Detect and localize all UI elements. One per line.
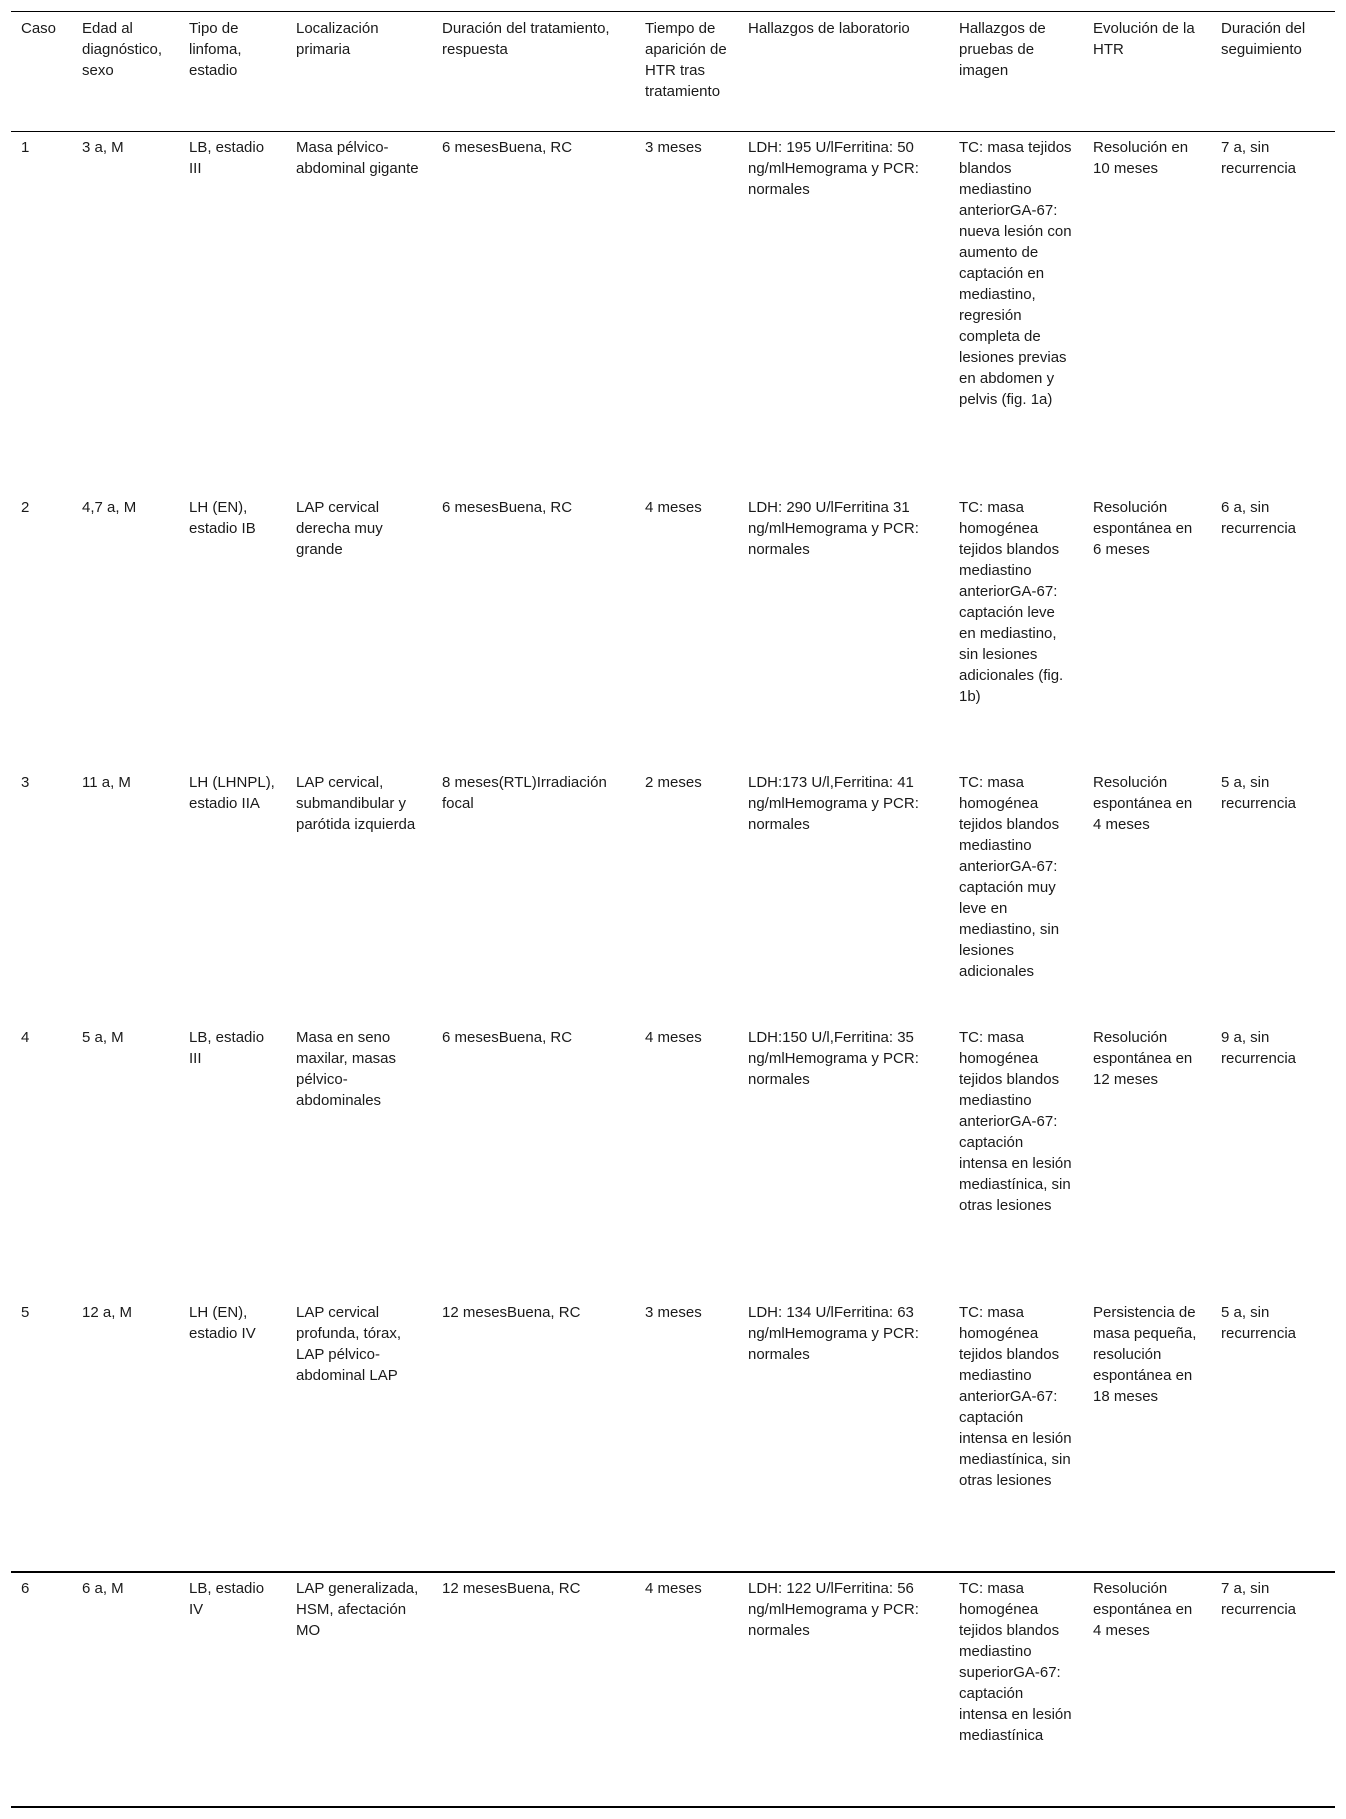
cell-edad: 6 a, M [72, 1572, 179, 1807]
header-tratamiento: Duración del tratamiento, respuesta [442, 20, 610, 58]
cell-evolucion: Resolución espontánea en 4 meses [1093, 773, 1193, 833]
cell-seguimiento: 7 a, sin recurrencia [1211, 1572, 1335, 1807]
cell-tipo: LH (EN), estadio IV [189, 1303, 256, 1342]
cell-edad: 12 a, M [82, 1303, 133, 1321]
cell-edad: 5 a, M [82, 1028, 124, 1046]
table-row [11, 492, 1335, 767]
cell-caso: 4 [21, 1028, 30, 1046]
header-imagen: Hallazgos de pruebas de imagen [959, 20, 1046, 79]
cell-tiempo: 4 meses [635, 1572, 738, 1807]
header-row [11, 12, 1335, 132]
cell-laboratorio: LDH:173 U/l,Ferritina: 41 ng/mlHemograma y PCR: normales [748, 773, 919, 833]
cell-tratamiento: 6 mesesBuena, RC [442, 139, 573, 156]
cell-localizacion: Masa en seno maxilar, masas pélvico-abdominales [296, 1028, 397, 1109]
cell-tiempo: 3 meses [645, 139, 702, 156]
cell-evolucion: Resolución en 10 meses [1093, 139, 1189, 177]
cell-caso: 1 [21, 139, 30, 156]
header-tipo: Tipo de linfoma, estadio [189, 20, 242, 79]
cell-tratamiento: 6 mesesBuena, RC [442, 498, 573, 516]
cell-laboratorio: LDH: 290 U/lFerritina 31 ng/mlHemograma y PCR: normales [748, 498, 919, 558]
cell-caso: 5 [21, 1303, 30, 1321]
table-row [11, 1297, 1335, 1572]
cell-laboratorio: LDH: 122 U/lFerritina: 56 ng/mlHemograma y PCR: normales [738, 1572, 949, 1807]
cell-tipo: LB, estadio IV [179, 1572, 286, 1807]
cell-tratamiento: 6 mesesBuena, RC [442, 1028, 573, 1046]
table-row [11, 767, 1335, 1022]
cell-seguimiento: 5 a, sin recurrencia [1221, 1303, 1297, 1342]
cell-imagen: TC: masa homogénea tejidos blandos mediastino anteriorGA-67: captación intensa en lesión mediastínica, sin otras lesiones [959, 1303, 1072, 1489]
table-row [11, 1572, 1335, 1807]
cell-imagen: TC: masa homogénea tejidos blandos mediastino anteriorGA-67: captación leve en mediastino, sin lesiones adicionales (fig. 1b) [959, 498, 1064, 705]
cell-seguimiento: 7 a, sin recurrencia [1221, 139, 1297, 177]
cell-tiempo: 2 meses [645, 773, 702, 791]
header-edad: Edad al diagnóstico, sexo [82, 20, 163, 79]
cell-evolucion: Resolución espontánea en 4 meses [1083, 1572, 1211, 1807]
cell-localizacion: LAP cervical profunda, tórax, LAP pélvico-abdominal LAP [296, 1303, 402, 1384]
cell-caso: 2 [21, 498, 30, 516]
cell-caso: 6 [11, 1572, 72, 1807]
clinical-cases-table [11, 11, 1335, 1808]
cell-tipo: LB, estadio III [189, 1028, 265, 1067]
header-seguimiento: Duración del seguimiento [1221, 20, 1306, 58]
cell-tipo: LH (EN), estadio IB [189, 498, 256, 537]
cell-tiempo: 4 meses [645, 1028, 702, 1046]
cell-tratamiento: 8 meses(RTL)Irradiación focal [442, 773, 607, 812]
cell-imagen: TC: masa tejidos blandos mediastino anteriorGA-67: nueva lesión con aumento de captación en mediastino, regresión completa de lesiones previas en abdomen y pelvis (fig. 1a) [959, 139, 1072, 408]
header-evolucion: Evolución de la HTR [1093, 20, 1195, 58]
cell-edad: 3 a, M [82, 139, 124, 156]
cell-localizacion: LAP generalizada, HSM, afectación MO [286, 1572, 432, 1807]
cell-tipo: LH (LHNPL), estadio IIA [189, 773, 275, 812]
header-caso: Caso [21, 20, 57, 37]
table-row [11, 132, 1335, 492]
cell-tiempo: 3 meses [645, 1303, 702, 1321]
cell-localizacion: LAP cervical, submandibular y parótida izquierda [296, 773, 416, 833]
cell-localizacion: LAP cervical derecha muy grande [296, 498, 383, 558]
cell-laboratorio: LDH: 195 U/lFerritina: 50 ng/mlHemograma y PCR: normales [748, 139, 919, 198]
cell-laboratorio: LDH: 134 U/lFerritina: 63 ng/mlHemograma y PCR: normales [748, 1303, 919, 1363]
clinical-cases-table-container [11, 11, 1335, 1808]
cell-localizacion: Masa pélvico-abdominal gigante [296, 139, 419, 177]
cell-evolucion: Resolución espontánea en 12 meses [1093, 1028, 1193, 1088]
cell-caso: 3 [21, 773, 30, 791]
header-tiempo: Tiempo de aparición de HTR tras tratamiento [645, 20, 727, 100]
cell-tratamiento: 12 mesesBuena, RC [442, 1303, 581, 1321]
header-localizacion: Localización primaria [296, 20, 379, 58]
table-row [11, 1022, 1335, 1297]
cell-evolucion: Resolución espontánea en 6 meses [1093, 498, 1193, 558]
cell-seguimiento: 9 a, sin recurrencia [1221, 1028, 1297, 1067]
cell-seguimiento: 5 a, sin recurrencia [1221, 773, 1297, 812]
cell-imagen: TC: masa homogénea tejidos blandos mediastino anteriorGA-67: captación intensa en lesión mediastínica, sin otras lesiones [959, 1028, 1072, 1214]
cell-laboratorio: LDH:150 U/l,Ferritina: 35 ng/mlHemograma y PCR: normales [748, 1028, 919, 1088]
cell-edad: 11 a, M [82, 773, 131, 791]
cell-imagen: TC: masa homogénea tejidos blandos mediastino anteriorGA-67: captación muy leve en mediastino, sin lesiones adicionales [959, 773, 1060, 980]
cell-edad: 4,7 a, M [82, 498, 137, 516]
cell-tiempo: 4 meses [645, 498, 702, 516]
cell-evolucion: Persistencia de masa pequeña, resolución espontánea en 18 meses [1093, 1303, 1197, 1405]
cell-seguimiento: 6 a, sin recurrencia [1221, 498, 1297, 537]
cell-tratamiento: 12 mesesBuena, RC [432, 1572, 635, 1807]
cell-imagen: TC: masa homogénea tejidos blandos mediastino superiorGA-67: captación intensa en lesión mediastínica [949, 1572, 1083, 1807]
cell-tipo: LB, estadio III [189, 139, 265, 177]
header-laboratorio: Hallazgos de laboratorio [748, 20, 910, 37]
